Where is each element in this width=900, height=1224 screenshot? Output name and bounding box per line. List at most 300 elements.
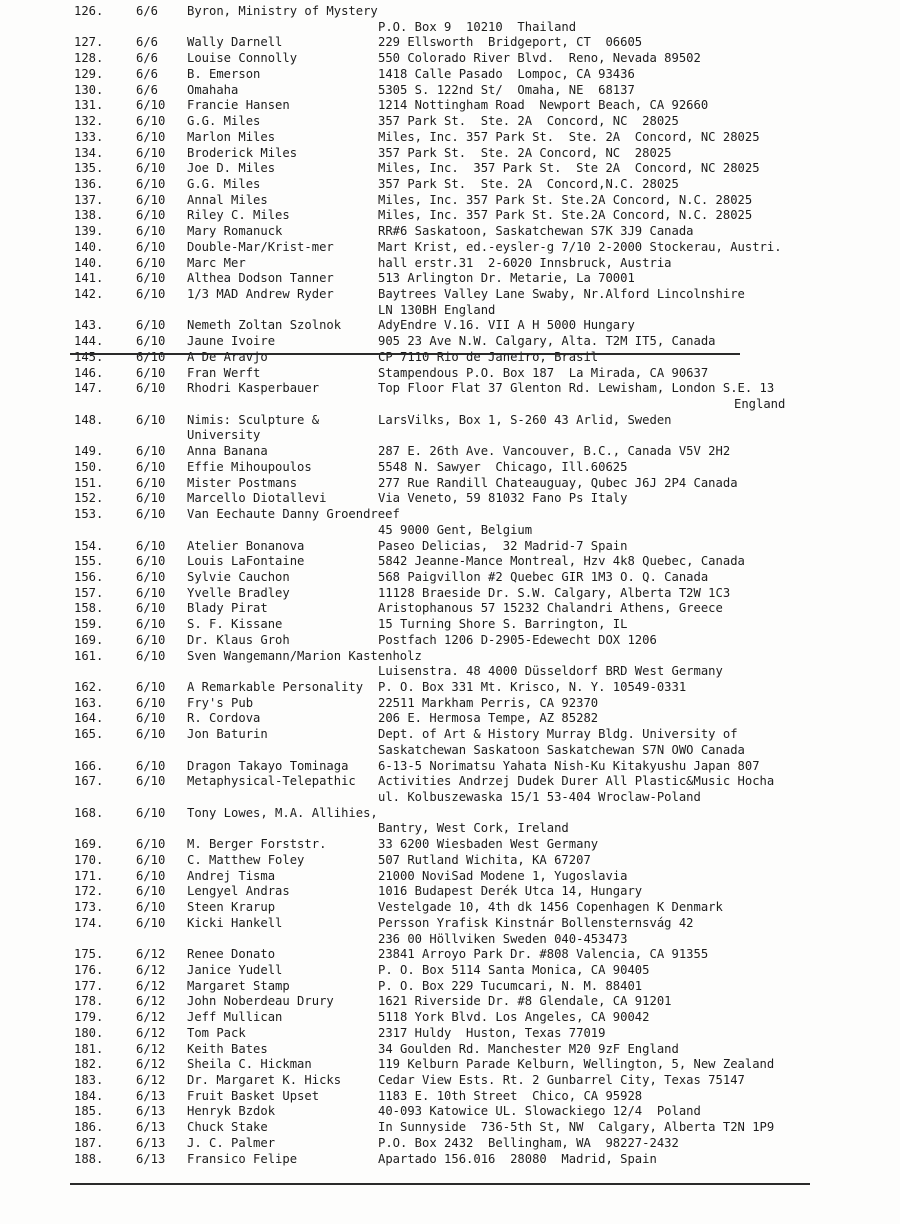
entry-number: 151. (74, 475, 104, 490)
entry-name: Sven Wangemann/Marion Kastenholz (187, 648, 422, 663)
entry-date: 6/10 (136, 648, 166, 663)
entry-number: 127. (74, 35, 104, 50)
entry-row (0, 649, 900, 664)
entry-address: 513 Arlington Dr. Metarie, La 70001 (378, 271, 635, 286)
entry-row (0, 806, 900, 821)
entry-address-tail: England (734, 397, 786, 411)
entry-date: 6/10 (136, 507, 166, 521)
entry-number: 139. (74, 224, 104, 239)
entry-row (0, 554, 900, 569)
entry-date: 6/10 (136, 145, 166, 160)
entry-number: 181. (74, 1041, 104, 1056)
entry-row (0, 711, 900, 726)
entry-name: Byron, Ministry of Mystery (187, 4, 378, 18)
entry-address: 40-093 Katowice UL. Slowackiego 12/4 Poland (378, 1104, 701, 1119)
entry-number: 186. (74, 1120, 104, 1135)
entry-row (0, 680, 900, 695)
entry-address: 5305 S. 122nd St/ Omaha, NE 68137 (378, 82, 635, 97)
entry-address: Miles, Inc. 357 Park St. Ste 2A Concord, NC 28025 (378, 161, 760, 176)
entry-number: 185. (74, 1104, 104, 1119)
entry-address: Vestelgade 10, 4th dk 1456 Copenhagen K Denmark (378, 900, 723, 914)
entry-row (0, 366, 900, 381)
entry-name: J. C. Palmer (187, 1135, 276, 1150)
entry-row (0, 1089, 900, 1104)
entry-address: 1621 Riverside Dr. #8 Glendale, CA 91201 (378, 994, 672, 1009)
entry-address: 1183 E. 10th Street Chico, CA 95928 (378, 1088, 643, 1103)
entry-address: Miles, Inc. 357 Park St. Ste.2A Concord, N.C. 28025 (378, 208, 753, 223)
entry-address: 34 Goulden Rd. Manchester M20 9zF England (378, 1041, 679, 1056)
entry-name: Jon Baturin (187, 727, 268, 742)
entry-row (0, 1073, 900, 1088)
entry-name: Henryk Bzdok (187, 1104, 276, 1119)
entry-number: 187. (74, 1135, 104, 1150)
entry-date: 6/10 (136, 632, 166, 647)
entry-name: Marc Mer (187, 255, 246, 270)
entry-name: S. F. Kissane (187, 617, 283, 632)
entry-date: 6/10 (136, 349, 166, 364)
entry-name: Sheila C. Hickman (187, 1057, 312, 1072)
entry-continuation-row (0, 303, 900, 318)
entry-row (0, 884, 900, 899)
entry-row (0, 4, 900, 19)
entry-number: 188. (74, 1151, 104, 1166)
entry-row (0, 287, 900, 302)
entry-address-continued: 236 00 Höllviken Sweden 040-453473 (378, 931, 628, 946)
entry-date: 6/12 (136, 1057, 166, 1072)
entry-name: Fruit Basket Upset (187, 1088, 320, 1103)
entry-address: P.O. Box 2432 Bellingham, WA 98227-2432 (378, 1135, 679, 1150)
entry-date: 6/10 (136, 334, 166, 349)
entry-name: Marlon Miles (187, 129, 276, 144)
entry-row (0, 633, 900, 648)
entry-date: 6/10 (136, 491, 166, 506)
entry-row (0, 1057, 900, 1072)
entry-number: 133. (74, 129, 104, 144)
entry-name: B. Emerson (187, 66, 261, 81)
entry-number: 170. (74, 852, 104, 867)
entry-address: Persson Yrafisk Kinstnár Bollensternsvág 42 (378, 915, 694, 930)
entry-row (0, 507, 900, 522)
entry-name: Louise Connolly (187, 51, 298, 66)
entry-address: 5842 Jeanne-Mance Montreal, Hzv 4k8 Quebec, Canada (378, 554, 745, 569)
entry-address: AdyEndre V.16. VII A H 5000 Hungary (378, 318, 635, 333)
entry-row (0, 240, 900, 255)
entry-row (0, 539, 900, 554)
entry-date: 6/10 (136, 255, 166, 270)
entry-date: 6/10 (136, 475, 166, 490)
entry-date: 6/12 (136, 962, 166, 977)
entry-name: C. Matthew Foley (187, 852, 305, 867)
entry-name: Omahaha (187, 82, 239, 97)
entry-date: 6/10 (136, 695, 166, 710)
entry-name: Riley C. Miles (187, 208, 290, 223)
entry-number: 173. (74, 900, 104, 914)
entry-row (0, 146, 900, 161)
entry-date: 6/10 (136, 365, 166, 380)
entry-date: 6/10 (136, 680, 166, 694)
entry-date: 6/13 (136, 1104, 166, 1119)
entry-row (0, 161, 900, 176)
entry-date: 6/10 (136, 569, 166, 584)
entry-name: Jaune Ivoire (187, 334, 276, 349)
entry-row (0, 947, 900, 962)
entry-row (0, 114, 900, 129)
entry-row (0, 208, 900, 223)
entry-number: 141. (74, 271, 104, 286)
entry-row (0, 774, 900, 789)
entry-address: Mart Krist, ed.-eysler-g 7/10 2-2000 Stockerau, Austri. (378, 239, 782, 254)
entry-name: Wally Darnell (187, 35, 283, 50)
entry-row (0, 869, 900, 884)
entry-name: Mary Romanuck (187, 224, 283, 239)
entry-name-continued: University (187, 428, 261, 443)
entry-address: 22511 Markham Perris, CA 92370 (378, 695, 599, 710)
entry-number: 153. (74, 507, 104, 521)
entry-date: 6/10 (136, 601, 166, 616)
entry-number: 155. (74, 554, 104, 569)
entry-number: 149. (74, 444, 104, 459)
entry-row (0, 979, 900, 994)
entry-row (0, 98, 900, 113)
entry-row (0, 460, 900, 475)
entry-row (0, 900, 900, 915)
entry-date: 6/10 (136, 271, 166, 286)
entry-date: 6/13 (136, 1135, 166, 1150)
entry-number: 144. (74, 334, 104, 349)
entry-name: Nimis: Sculpture & (187, 412, 320, 427)
entry-address-continued: ul. Kolbuszewaska 15/1 53-404 Wroclaw-Poland (378, 790, 701, 804)
entry-number: 148. (74, 412, 104, 427)
entry-number: 128. (74, 51, 104, 66)
entry-address: P. O. Box 331 Mt. Krisco, N. Y. 10549-0331 (378, 680, 687, 694)
entry-date: 6/6 (136, 4, 159, 18)
entry-address: 5118 York Blvd. Los Angeles, CA 90042 (378, 1010, 650, 1025)
entry-address: 1016 Budapest Derék Utca 14, Hungary (378, 884, 643, 899)
entry-number: 163. (74, 695, 104, 710)
entry-date: 6/12 (136, 978, 166, 993)
entry-row (0, 334, 900, 349)
entry-name: Fran Werft (187, 365, 261, 380)
entry-name: 1/3 MAD Andrew Ryder (187, 287, 334, 301)
entry-address: Miles, Inc. 357 Park St. Ste. 2A Concord, NC 28025 (378, 129, 760, 144)
entry-date: 6/10 (136, 837, 166, 852)
entry-number: 179. (74, 1010, 104, 1025)
entry-number: 180. (74, 1025, 104, 1040)
entry-address-continued: Bantry, West Cork, Ireland (378, 821, 569, 836)
entry-row (0, 224, 900, 239)
entry-row (0, 1026, 900, 1041)
entry-address: 277 Rue Randill Chateauguay, Qubec J6J 2P4 Canada (378, 475, 738, 490)
entry-name: A De Aravjo (187, 349, 268, 364)
entry-number: 165. (74, 727, 104, 742)
entry-name: Kicki Hankell (187, 915, 283, 930)
entry-address-continued: P.O. Box 9 10210 Thailand (378, 19, 577, 34)
entry-name: Steen Krarup (187, 900, 276, 914)
entry-row (0, 759, 900, 774)
entry-date: 6/10 (136, 585, 166, 600)
entry-date: 6/13 (136, 1088, 166, 1103)
entry-name: Anna Banana (187, 444, 268, 459)
entry-name: Blady Pirat (187, 601, 268, 616)
entry-date: 6/10 (136, 805, 166, 820)
entry-date: 6/12 (136, 994, 166, 1009)
entry-number: 129. (74, 66, 104, 81)
entry-row (0, 381, 900, 396)
entry-number: 140. (74, 239, 104, 254)
entry-date: 6/10 (136, 412, 166, 427)
entry-address: Stampendous P.O. Box 187 La Mirada, CA 90637 (378, 365, 709, 380)
entry-date: 6/10 (136, 224, 166, 239)
entry-continuation-row (0, 932, 900, 947)
entry-date: 6/10 (136, 554, 166, 569)
entry-number: 161. (74, 648, 104, 663)
entry-name: Lengyel Andras (187, 884, 290, 899)
entry-number: 162. (74, 680, 104, 694)
entry-address: 5548 N. Sawyer Chicago, Ill.60625 (378, 459, 628, 474)
entry-address: 1214 Nottingham Road Newport Beach, CA 92660 (378, 98, 709, 113)
entry-number: 145. (74, 349, 104, 364)
entry-date: 6/10 (136, 318, 166, 333)
entry-address: Aristophanous 57 15232 Chalandri Athens, Greece (378, 601, 723, 616)
entry-number: 184. (74, 1088, 104, 1103)
entry-row (0, 617, 900, 632)
entry-row (0, 271, 900, 286)
entry-date: 6/10 (136, 915, 166, 930)
entry-row (0, 586, 900, 601)
entry-number: 176. (74, 962, 104, 977)
entry-address: 206 E. Hermosa Tempe, AZ 85282 (378, 711, 599, 726)
entry-row (0, 853, 900, 868)
entry-date: 6/10 (136, 711, 166, 726)
entry-continuation-row (0, 664, 900, 679)
entry-date: 6/10 (136, 900, 166, 914)
entry-number: 172. (74, 884, 104, 899)
entry-number: 167. (74, 774, 104, 789)
entry-date: 6/6 (136, 82, 159, 97)
entry-address: Dept. of Art & History Murray Bldg. University of (378, 727, 738, 742)
entry-date: 6/10 (136, 192, 166, 207)
entry-date: 6/10 (136, 176, 166, 191)
entry-row (0, 1136, 900, 1151)
entry-address: Paseo Delicias, 32 Madrid-7 Spain (378, 538, 628, 553)
entry-number: 174. (74, 915, 104, 930)
entry-address-continued: Saskatchewan Saskatoon Saskatchewan S7N OWO Canada (378, 742, 745, 757)
entry-name: M. Berger Forststr. (187, 837, 327, 852)
entry-name: Louis LaFontaine (187, 554, 305, 569)
divider-rule (70, 353, 740, 355)
entry-name: Dragon Takayo Tominaga (187, 758, 349, 773)
entry-name: Effie Mihoupoulos (187, 459, 312, 474)
entry-date: 6/13 (136, 1120, 166, 1135)
entry-name: Dr. Klaus Groh (187, 632, 290, 647)
entry-address: 1418 Calle Pasado Lompoc, CA 93436 (378, 66, 635, 81)
entry-date: 6/12 (136, 1073, 166, 1087)
entry-number: 154. (74, 538, 104, 553)
entry-address: Baytrees Valley Lane Swaby, Nr.Alford Lincolnshire (378, 287, 745, 301)
entry-row (0, 413, 900, 428)
entry-number: 126. (74, 4, 104, 18)
entry-name: Nemeth Zoltan Szolnok (187, 318, 342, 333)
entry-name: Mister Postmans (187, 475, 298, 490)
entry-number: 132. (74, 114, 104, 128)
entry-number: 175. (74, 947, 104, 962)
entry-number: 178. (74, 994, 104, 1009)
entry-name: Dr. Margaret K. Hicks (187, 1073, 342, 1087)
entry-row (0, 1104, 900, 1119)
entry-address: 229 Ellsworth Bridgeport, CT 06605 (378, 35, 643, 50)
entry-row (0, 67, 900, 82)
entry-number: 171. (74, 868, 104, 883)
entry-number: 183. (74, 1073, 104, 1087)
entry-row (0, 83, 900, 98)
entry-row (0, 727, 900, 742)
entry-row (0, 35, 900, 50)
entry-name: Yvelle Bradley (187, 585, 290, 600)
entry-row (0, 570, 900, 585)
entry-row (0, 601, 900, 616)
entry-address: 23841 Arroyo Park Dr. #808 Valencia, CA 91355 (378, 947, 709, 962)
entry-number: 168. (74, 805, 104, 820)
entry-date: 6/10 (136, 381, 166, 396)
entry-address: LarsVilks, Box 1, S-260 43 Arlid, Sweden (378, 412, 672, 427)
entry-date: 6/10 (136, 114, 166, 128)
entry-name: Margaret Stamp (187, 978, 290, 993)
entry-address: 15 Turning Shore S. Barrington, IL (378, 617, 628, 632)
entry-address: Top Floor Flat 37 Glenton Rd. Lewisham, London S.E. 13 (378, 381, 775, 396)
entry-address: 6-13-5 Norimatsu Yahata Nish-Ku Kitakyushu Japan 807 (378, 758, 760, 773)
entry-name: Metaphysical-Telepathic (187, 774, 356, 789)
entry-name: Janice Yudell (187, 962, 283, 977)
entry-row (0, 318, 900, 333)
entry-date: 6/10 (136, 287, 166, 301)
entry-date: 6/10 (136, 617, 166, 632)
entry-name: Broderick Miles (187, 145, 298, 160)
entry-number: 143. (74, 318, 104, 333)
entry-address-continued: Luisenstra. 48 4000 Düsseldorf BRD West Germany (378, 664, 723, 679)
entry-date: 6/12 (136, 1025, 166, 1040)
entry-address: CP 7110 Rio de Janeiro, Brasil (378, 349, 599, 364)
entry-number: 169. (74, 632, 104, 647)
entry-name: Renee Donato (187, 947, 276, 962)
entry-address: In Sunnyside 736-5th St, NW Calgary, Alberta T2N 1P9 (378, 1120, 775, 1135)
entry-row (0, 51, 900, 66)
entry-address: P. O. Box 5114 Santa Monica, CA 90405 (378, 962, 650, 977)
entry-address: 357 Park St. Ste. 2A Concord,N.C. 28025 (378, 176, 679, 191)
entry-date: 6/10 (136, 852, 166, 867)
entry-number: 138. (74, 208, 104, 223)
entry-number: 142. (74, 287, 104, 301)
entry-date: 6/10 (136, 758, 166, 773)
entry-address: 507 Rutland Wichita, KA 67207 (378, 852, 591, 867)
entry-name: Keith Bates (187, 1041, 268, 1056)
entry-continuation-row (0, 743, 900, 758)
entry-continuation-row (0, 428, 900, 443)
entry-number: 150. (74, 459, 104, 474)
entry-address: 33 6200 Wiesbaden West Germany (378, 837, 599, 852)
entry-address: hall erstr.31 2-6020 Innsbruck, Austria (378, 255, 672, 270)
entry-date: 6/10 (136, 774, 166, 789)
entry-address: Cedar View Ests. Rt. 2 Gunbarrel City, Texas 75147 (378, 1073, 745, 1087)
entry-row (0, 177, 900, 192)
entry-name: Annal Miles (187, 192, 268, 207)
entry-date: 6/10 (136, 459, 166, 474)
entry-name: Atelier Bonanova (187, 538, 305, 553)
entry-row (0, 491, 900, 506)
entry-date: 6/12 (136, 947, 166, 962)
entry-row (0, 1120, 900, 1135)
entry-row (0, 130, 900, 145)
entry-row (0, 193, 900, 208)
entry-address-continued: 45 9000 Gent, Belgium (378, 522, 533, 537)
entry-number: 134. (74, 145, 104, 160)
entry-continuation-row (0, 397, 900, 412)
entry-date: 6/6 (136, 35, 159, 50)
bottom-rule (70, 1183, 810, 1185)
entry-number: 166. (74, 758, 104, 773)
entry-name: R. Cordova (187, 711, 261, 726)
entry-continuation-row (0, 790, 900, 805)
entry-date: 6/10 (136, 444, 166, 459)
entry-number: 130. (74, 82, 104, 97)
entry-name: Tom Pack (187, 1025, 246, 1040)
entry-address: 119 Kelburn Parade Kelburn, Wellington, 5, New Zealand (378, 1057, 775, 1072)
entry-name: Rhodri Kasperbauer (187, 381, 320, 396)
entry-address: Apartado 156.016 28080 Madrid, Spain (378, 1151, 657, 1166)
entry-date: 6/10 (136, 129, 166, 144)
entry-row (0, 696, 900, 711)
entry-name: Joe D. Miles (187, 161, 276, 176)
entry-number: 136. (74, 176, 104, 191)
entry-continuation-row (0, 523, 900, 538)
entry-row (0, 444, 900, 459)
entry-number: 182. (74, 1057, 104, 1072)
entry-name: Marcello Diotallevi (187, 491, 327, 506)
entry-address: 357 Park St. Ste. 2A Concord, NC 28025 (378, 114, 679, 128)
entry-address: 287 E. 26th Ave. Vancouver, B.C., Canada V5V 2H2 (378, 444, 731, 459)
entry-date: 6/10 (136, 727, 166, 742)
entry-date: 6/10 (136, 208, 166, 223)
entry-name: A Remarkable Personality (187, 680, 364, 694)
entry-number: 147. (74, 381, 104, 396)
entry-address: Activities Andrzej Dudek Durer All Plastic&Music Hocha (378, 774, 775, 789)
entry-row (0, 1152, 900, 1167)
entry-number: 131. (74, 98, 104, 113)
entry-address: 550 Colorado River Blvd. Reno, Nevada 89502 (378, 51, 701, 66)
entry-address: 2317 Huldy Huston, Texas 77019 (378, 1025, 606, 1040)
entry-row (0, 994, 900, 1009)
entry-name: John Noberdeau Drury (187, 994, 334, 1009)
entry-number: 177. (74, 978, 104, 993)
entry-number: 137. (74, 192, 104, 207)
entry-number: 158. (74, 601, 104, 616)
entry-date: 6/10 (136, 884, 166, 899)
entry-date: 6/10 (136, 161, 166, 176)
entry-name: Francie Hansen (187, 98, 290, 113)
entry-continuation-row (0, 821, 900, 836)
entry-name: Tony Lowes, M.A. Allihies, (187, 805, 378, 820)
entry-number: 135. (74, 161, 104, 176)
entry-number: 140. (74, 255, 104, 270)
entry-name: Fry's Pub (187, 695, 254, 710)
entry-row (0, 916, 900, 931)
entry-row (0, 1010, 900, 1025)
entry-number: 146. (74, 365, 104, 380)
entry-address: 905 23 Ave N.W. Calgary, Alta. T2M IT5, Canada (378, 334, 716, 349)
entry-name: Fransico Felipe (187, 1151, 298, 1166)
entry-address: RR#6 Saskatoon, Saskatchewan S7K 3J9 Canada (378, 224, 694, 239)
entry-address: 357 Park St. Ste. 2A Concord, NC 28025 (378, 145, 672, 160)
entry-address: P. O. Box 229 Tucumcari, N. M. 88401 (378, 978, 643, 993)
